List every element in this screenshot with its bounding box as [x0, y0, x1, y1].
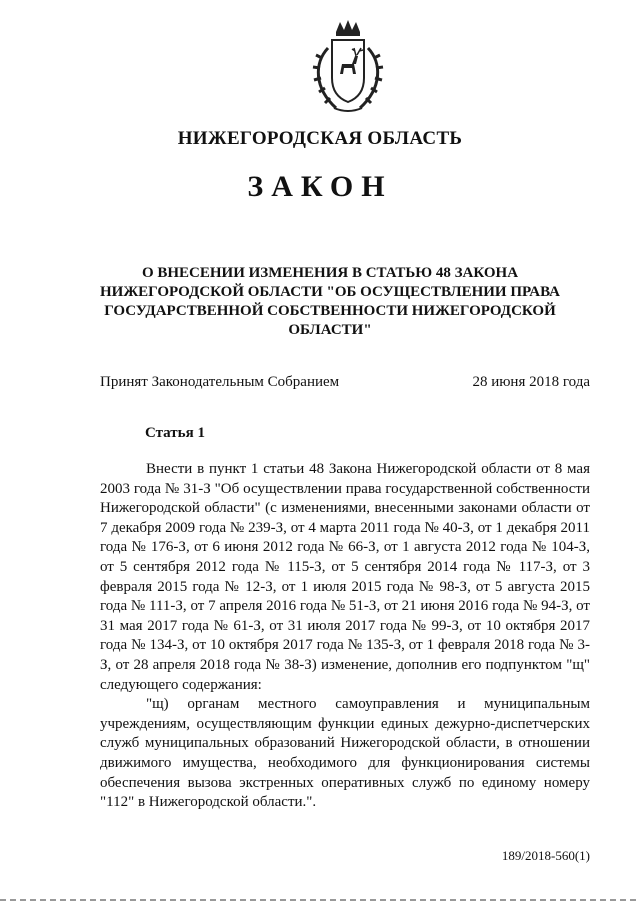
article-heading: Статья 1 [145, 425, 205, 441]
adopted-by: Принят Законодательным Собранием [100, 374, 340, 390]
law-title: О ВНЕСЕНИИ ИЗМЕНЕНИЯ В СТАТЬЮ 48 ЗАКОНА НИЖЕГОРОДСКОЙ ОБЛАСТИ "ОБ ОСУЩЕСТВЛЕНИИ ПРАВА ГОСУДАРСТВЕННОЙ СОБСТВЕННОСТИ НИЖЕГОРОДСКОЙ ОБЛАСТИ" [100, 265, 560, 338]
adoption-date: 28 июня 2018 года [472, 374, 590, 390]
adoption-line [100, 374, 590, 391]
document-type: ЗАКОН [247, 170, 393, 203]
article-paragraph: "щ) органам местного самоуправления и муниципальным учреждениям, осуществляющим функции единых дежурно-диспетчерских служб муниципальных образований Нижегородской области, в отношении движимого имущества, необходимого для функционирования системы обеспечения вызова экстренных оперативных служб по единому номеру "112" в Нижегородской области.". [100, 696, 590, 811]
article-paragraph: Внести в пункт 1 статьи 48 Закона Нижегородской области от 8 мая 2003 года № 31-З "Об осуществлении права государственной собственности Нижегородской области" (с изменениями, внесенными законами области от 7 декабря 2009 года № 239-З, от 4 марта 2011 года № 40-З, от 1 декабря 2011 года № 176-З, от 6 июня 2012 года № 66-З, от 1 августа 2012 года № 104-З, от 5 сентября 2012 года № 115-З, от 5 сентября 2014 года № 117-З, от 3 февраля 2015 года № 12-З, от 1 июля 2015 года № 98-З, от 5 августа 2015 года № 111-З, от 7 апреля 2016 года № 51-З, от 21 июня 2016 года № 94-З, от 31 мая 2017 года № 61-З, от 31 июля 2017 года № 99-З, от 10 октября 2017 года № 134-З, от 10 октября 2017 года № 135-З, от 1 февраля 2018 года № 3-З, от 28 апреля 2018 года № 38-З) изменение, дополнив его подпунктом "щ" следующего содержания: [100, 461, 590, 693]
region-name: НИЖЕГОРОДСКАЯ ОБЛАСТЬ [177, 128, 463, 149]
coat-of-arms-icon [306, 18, 390, 118]
article-body [100, 460, 590, 813]
document-number: 189/2018-560(1) [501, 848, 590, 863]
scan-edge [0, 899, 640, 901]
